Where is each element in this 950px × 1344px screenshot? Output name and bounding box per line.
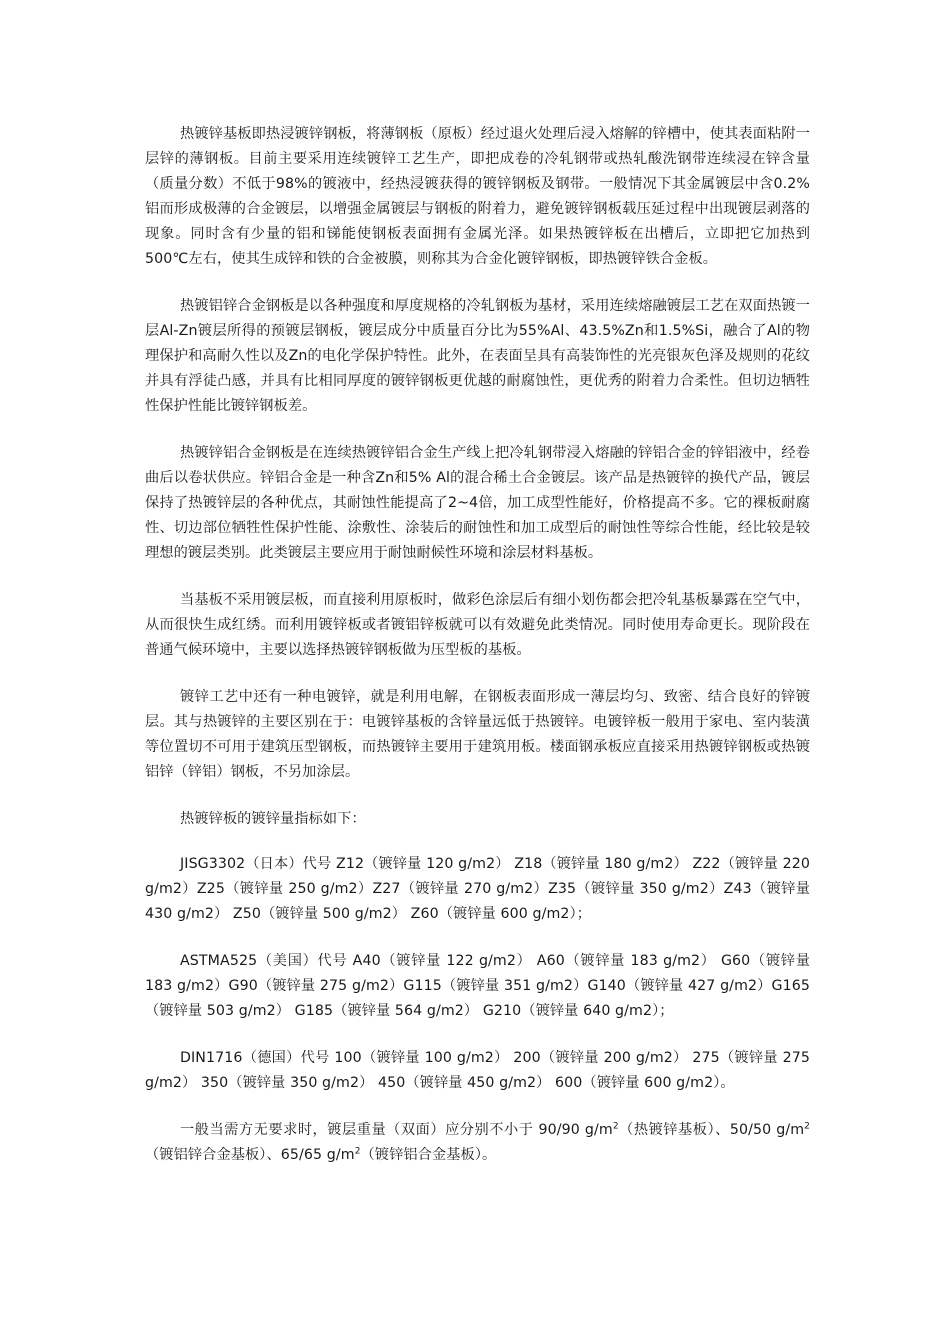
coating-weight-text-3: （镀铝锌合金基板）、65/65 g/m [145, 1147, 355, 1163]
paragraph-din-standard: DIN1716（德国）代号 100（镀锌量 100 g/m2） 200（镀锌量 200 g/m2） 275（镀锌量 275 g/m2） 350（镀锌量 350 g/m2） 450（镀锌量 450 g/m2） 600（镀锌量 600 g/m2）。 [145, 1050, 810, 1091]
paragraph-aluminum-zinc: 热镀铝锌合金钢板是以各种强度和厚度规格的冷轧钢板为基材，采用连续熔融镀层工艺在双面热镀一层Al-Zn镀层所得的预镀层钢板，镀层成分中质量百分比为55%Al、43.5%Zn和1.5%Si，融合了Al的物理保护和高耐久性以及Zn的电化学保护特性。此外，在表面呈具有高装饰性的光亮银灰色泽及规则的花纹并具有浮徒凸感，并具有比相同厚度的镀锌钢板更优越的耐腐蚀性，更优秀的附着力合柔性。但切边牺牲性保护性能比镀锌钢板差。 [145, 298, 810, 414]
coating-weight-text-1: 一般当需方无要求时，镀层重量（双面）应分别不小于 90/90 g/m [180, 1122, 613, 1138]
superscript-2: 2 [612, 1121, 619, 1132]
paragraph-astm-standard: ASTMA525（美国）代号 A40（镀锌量 122 g/m2） A60（镀锌量 183 g/m2） G60（镀锌量 183 g/m2）G90（镀锌量 275 g/m2）G115（镀锌量 351 g/m2）G140（镀锌量 427 g/m2）G165（镀锌量 503 g/m2） G185（镀锌量 564 g/m2） G210（镀锌量 640 g/m2）； [145, 953, 810, 1019]
paragraph-base-plate: 当基板不采用镀层板，而直接利用原板时，做彩色涂层后有细小划伤都会把冷轧基板暴露在空气中，从而很快生成红绣。而利用镀锌板或者镀铝锌板就可以有效避免此类情况。同时使用寿命更长。现阶段在普通气候环境中，主要以选择热镀锌钢板做为压型板的基板。 [145, 592, 810, 658]
coating-weight-text-2: （热镀锌基板）、50/50 g/m [618, 1122, 805, 1138]
document-page [145, 122, 810, 1190]
paragraph-coating-weight-default [145, 1118, 810, 1168]
coating-weight-text-4: （镀锌铝合金基板）。 [360, 1147, 497, 1163]
paragraph-hot-dip-galvanized: 热镀锌基板即热浸镀锌钢板，将薄钢板（原板）经过退火处理后浸入熔解的锌槽中，使其表面粘附一层锌的薄钢板。目前主要采用连续镀锌工艺生产，即把成卷的冷轧钢带或热轧酸洗钢带连续浸在锌含量（质量分数）不低于98%的镀液中，经热浸镀获得的镀锌钢板及钢带。一般情况下其金属镀层中含0.2%铝而形成极薄的合金镀层，以增强金属镀层与钢板的附着力，避免镀锌钢板载压延过程中出现镀层剥落的现象。同时含有少量的铝和锑能使钢板表面拥有金属光泽。如果热镀锌板在出槽后，立即把它加热到500℃左右，使其生成锌和铁的合金被膜，则称其为合金化镀锌钢板，即热镀锌铁合金板。 [145, 126, 810, 267]
paragraph-electro-galvanizing: 镀锌工艺中还有一种电镀锌，就是利用电解，在钢板表面形成一薄层均匀、致密、结合良好的锌镀层。其与热镀锌的主要区别在于：电镀锌基板的含锌量远低于热镀锌。电镀锌板一般用于家电、室内装潢等位置切不可用于建筑压型钢板，而热镀锌主要用于建筑用板。楼面钢承板应直接采用热镀锌钢板或热镀铝锌（锌铝）钢板，不另加涂层。 [145, 689, 810, 780]
paragraph-coating-index-intro: 热镀锌板的镀锌量指标如下： [180, 811, 366, 827]
paragraph-jis-standard: JISG3302（日本）代号 Z12（镀锌量 120 g/m2） Z18（镀锌量 180 g/m2） Z22（镀锌量 220 g/m2）Z25（镀锌量 250 g/m2）Z27（镀锌量 270 g/m2）Z35（镀锌量 350 g/m2）Z43（镀锌量 430 g/m2） Z50（镀锌量 500 g/m2） Z60（镀锌量 600 g/m2）； [145, 856, 810, 922]
paragraph-zinc-aluminum: 热镀锌铝合金钢板是在连续热镀锌铝合金生产线上把冷轧钢带浸入熔融的锌铝合金的锌铝液中，经卷曲后以卷状供应。锌铝合金是一种含Zn和5% Al的混合稀土合金镀层。该产品是热镀锌的换代产品，镀层保持了热镀锌层的各种优点，其耐蚀性能提高了2~4倍，加工成型性能好，价格提高不多。它的裸板耐腐性、切边部位牺牲性保护性能、涂敷性、涂装后的耐蚀性和加工成型后的耐蚀性等综合性能，经比较是较理想的镀层类别。此类镀层主要应用于耐蚀耐候性环境和涂层材料基板。 [145, 445, 810, 561]
superscript-2: 2 [804, 1121, 810, 1132]
superscript-2: 2 [354, 1146, 361, 1157]
